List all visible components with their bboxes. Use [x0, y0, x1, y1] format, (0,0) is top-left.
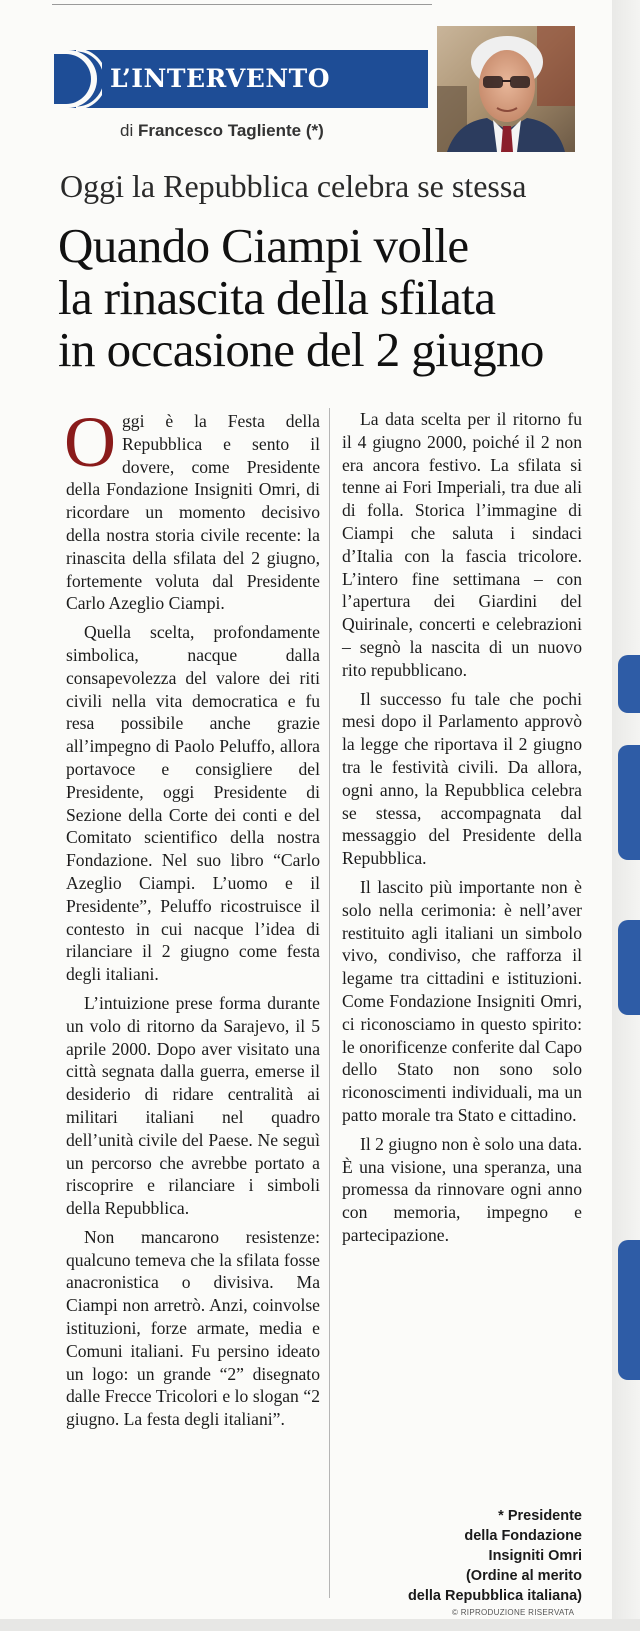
article-headline [58, 220, 598, 376]
paragraph: Quella scelta, profondamente simbolica, nacque dalla consapevolezza del valore dei riti civili nella vita democratica e fu resa possibile anche grazie all’impegno di Paolo Peluffo, allora portavoce e consigliere del Presidente, oggi Presidente di Sezione della Corte dei conti e del Comitato scientifico della nostra Fondazione. Nel suo libro “Carlo Azeglio Ciampi. L’uomo e il Presidente”, Peluffo ricostruisce il contesto in cui nacque l’idea di rilanciare il 2 giugno come festa degli italiani. [66, 622, 320, 985]
adjacent-page-mark [618, 920, 640, 1015]
headline-line: in occasione del 2 giugno [58, 322, 544, 377]
article-kicker: Oggi la Repubblica celebra se stessa [60, 168, 527, 204]
paragraph [64, 402, 320, 615]
column-divider [329, 408, 330, 1598]
adjacent-page-mark [618, 1240, 640, 1380]
article-column-1 [64, 402, 320, 1437]
paragraph: La data scelta per il ritorno fu il 4 giugno 2000, poiché il 2 non era ancora festivo. La sfilata si tenne ai Fori Imperiali, tra due ali di folla. Storica l’immagine di Ciampi che saluta i sindaci d’Italia con la fascia tricolore. L’intero fine settimana – con l’apertura dei Giardini del Quirinale, concerti e celebrazioni – segnò la nascita di un nuovo rito repubblicano. [342, 409, 582, 680]
author-photo [437, 26, 575, 152]
footnote-line: della Fondazione [464, 1528, 582, 1544]
adjacent-page-mark [618, 655, 640, 713]
paragraph: Il 2 giugno non è solo una data. È una visione, una speranza, una promessa da rinnovare ogni anno con memoria, impegno e partecipazione. [342, 1133, 582, 1245]
author-footnote [390, 1506, 582, 1606]
rights-notice: © RIPRODUZIONE RISERVATA [452, 1608, 575, 1617]
section-label: L’INTERVENTO [110, 64, 331, 93]
paragraph-text: ggi è la Festa della Repubblica e sento il dovere, come Presidente della Fondazione Insigniti Omri, di ricordare un momento decisivo della nostra storia civile recente: la rinascita della sfilata del 2 giugno, fortemente voluta dal Presidente Carlo Azeglio Ciampi. [66, 411, 320, 614]
article-column-2 [342, 408, 582, 1253]
paragraph: Non mancarono resistenze: qualcuno temeva che la sfilata fosse anacronistica o divisiva. Ma Ciampi non arretrò. Anzi, coinvolse istituzioni, forze armate, media e Comuni italiani. Fu persino ideato un logo: un grande “2” disegnato dalle Frecce Tricolori e lo slogan “2 giugno. La festa degli italiani”. [66, 1226, 320, 1430]
author-name: Francesco Tagliente [137, 121, 302, 140]
paragraph: L’intuizione prese forma durante un volo di ritorno da Sarajevo, il 5 aprile 2000. Dopo aver visitato una città segnata dalla guerra, emerse il desiderio di ridare centralità ai militari italiani nel quadro dell’unità civile del Paese. Ne seguì un percorso che avrebbe portato a riscoprire e rilanciare i simboli della Repubblica. [66, 992, 320, 1219]
drop-cap: O [64, 402, 116, 482]
adjacent-page-mark [618, 745, 640, 860]
footnote-line: * Presidente [498, 1508, 582, 1524]
byline-prefix: di [120, 121, 134, 140]
paragraph: Il successo fu tale che pochi mesi dopo il Parlamento approvò la legge che riportava il 2 giugno tra le festività civili. Da allora, ogni anno, la Repubblica celebra se stessa, accompagnata dal messaggio del Presidente della Repubblica. [342, 688, 582, 869]
section-logo-icon [54, 50, 102, 108]
author-suffix: (*) [305, 121, 324, 140]
headline-line: Quando Ciampi volle [58, 218, 469, 273]
top-rule [52, 4, 432, 5]
footnote-line: della Repubblica italiana) [407, 1588, 582, 1604]
footnote-line: (Ordine al merito [465, 1568, 582, 1584]
paragraph: Il lascito più importante non è solo nella cerimonia: è nell’aver restituito agli italiani un simbolo vivo, condiviso, che rafforza il legame tra cittadini e istituzioni. Come Fondazione Insigniti Omri, ci riconosciamo in questo spirito: le onorificenze conferite dal Capo dello Stato non sono solo riconoscimenti individuali, ma un patto morale tra Stato e cittadino. [342, 876, 582, 1125]
byline [120, 121, 324, 141]
page-bottom-band [0, 1619, 640, 1631]
headline-line: la rinascita della sfilata [58, 270, 496, 325]
footnote-line: Insigniti Omri [488, 1548, 582, 1564]
